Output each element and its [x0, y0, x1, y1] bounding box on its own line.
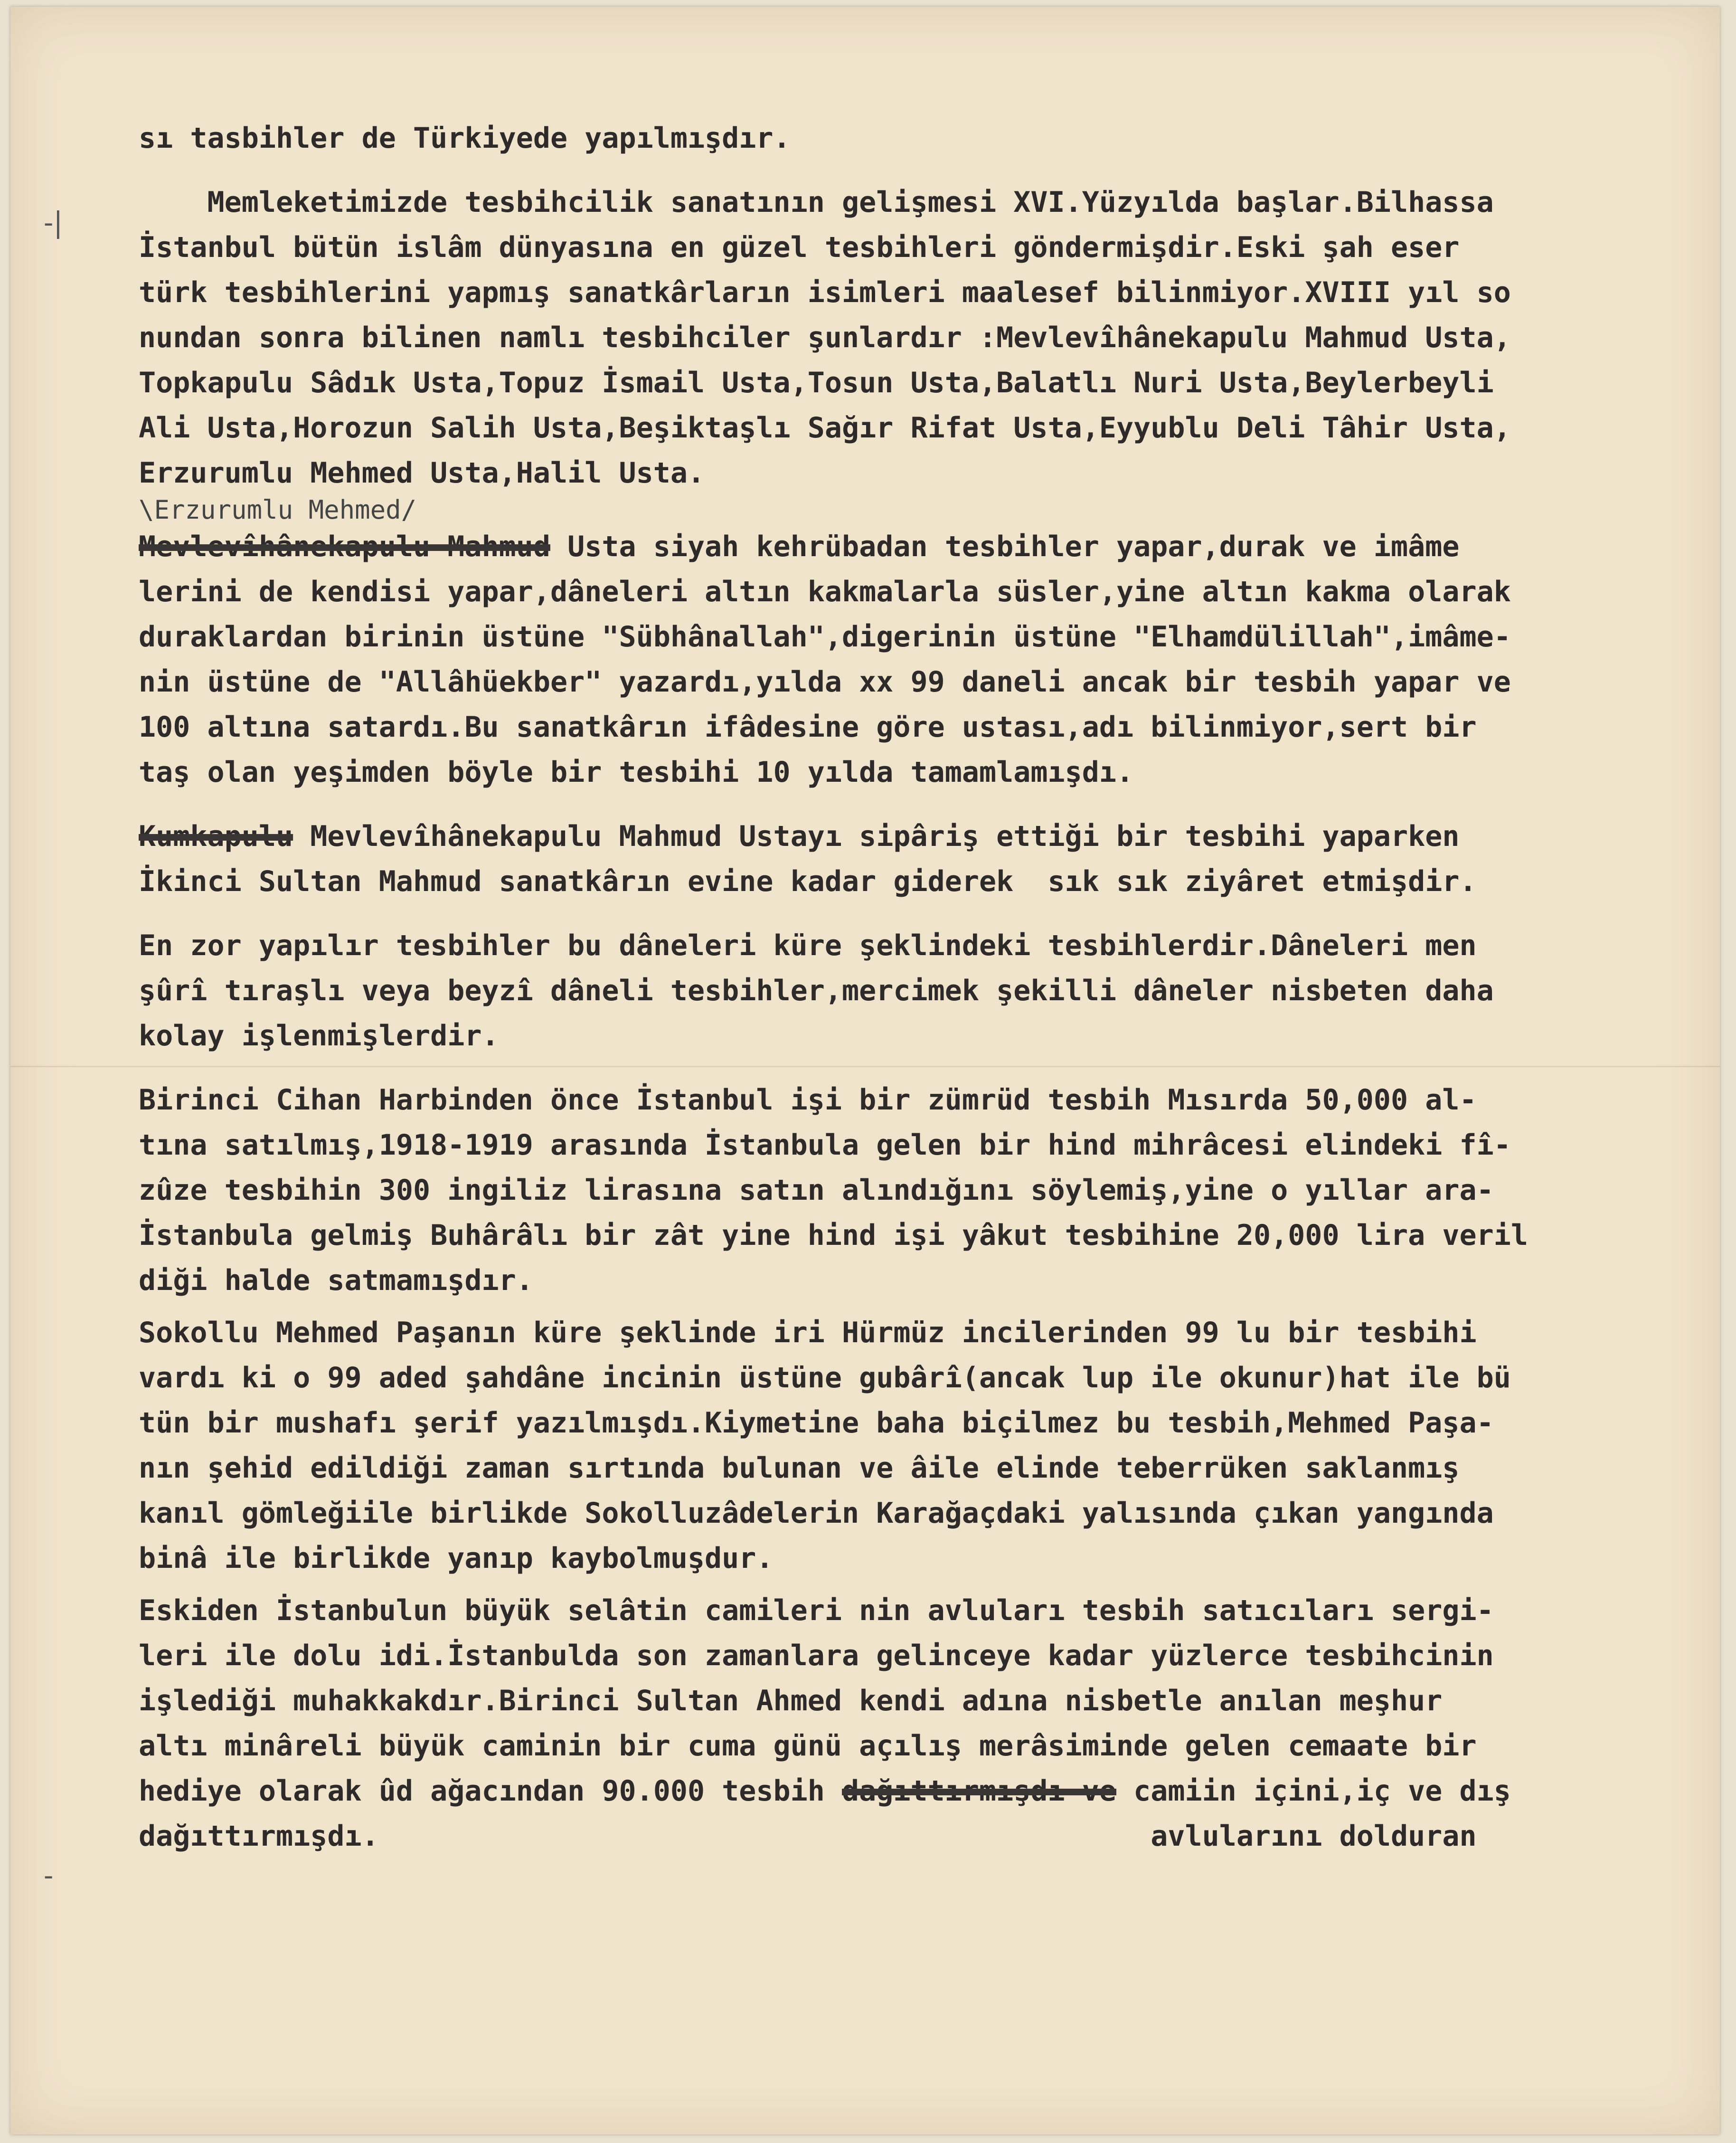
margin-tick-mark: ‑|: [44, 206, 63, 239]
text-line: [139, 859, 1696, 904]
line-text: Sokollu Mehmed Paşanın küre şeklinde iri Hürmüz incilerinden 99 lu bir tesbihi: [139, 1316, 1477, 1349]
text-line: [139, 1123, 1696, 1168]
text-line: [139, 1588, 1696, 1633]
line-text: İkinci Sultan Mahmud sanatkârın evine kadar giderek sık sık ziyâret etmişdir.: [139, 865, 1477, 898]
text-line: [139, 315, 1696, 360]
text-line: [139, 270, 1696, 315]
handwritten-annotation: \Erzurumlu Mehmed/: [139, 495, 417, 525]
text-line: [139, 569, 1696, 615]
paragraph-gap: [139, 795, 1696, 814]
line-text: Eskiden İstanbulun büyük selâtin camileri nin avluları tesbih satıcıları sergi-: [139, 1594, 1494, 1627]
line-text: altı minâreli büyük caminin bir cuma günü açılış merâsiminde gelen cemaate bir: [139, 1729, 1477, 1763]
line-text: camiin içini,iç ve dış: [1116, 1774, 1511, 1808]
line-text: İstanbula gelmiş Buhârâlı bir zât yine hind işi yâkut tesbihine 20,000 lira veril: [139, 1219, 1528, 1252]
text-line: [139, 1258, 1696, 1303]
text-line: [139, 750, 1696, 795]
line-text: hediye olarak ûd ağacından 90.000 tesbih: [139, 1774, 842, 1808]
line-text: zûze tesbihin 300 ingiliz lirasına satın alındığını söylemiş,yine o yıllar ara-: [139, 1174, 1494, 1207]
line-text: Mevlevîhânekapulu Mahmud Ustayı sipâriş ettiği bir tesbihi yaparken: [293, 820, 1460, 853]
text-line: [139, 524, 1696, 569]
line-text: işlediği muhakkakdır.Birinci Sultan Ahmed kendi adına nisbetle anılan meşhur: [139, 1684, 1443, 1717]
line-text: leri ile dolu idi.İstanbulda son zamanlara gelinceye kadar yüzlerce tesbihcinin: [139, 1639, 1494, 1672]
line-text: diği halde satmamışdır.: [139, 1264, 533, 1297]
line-text: nundan sonra bilinen namlı tesbihciler şunlardır :Mevlevîhânekapulu Mahmud Usta,: [139, 321, 1511, 354]
line-text: Erzurumlu Mehmed Usta,Halil Usta.: [139, 456, 705, 490]
struck-through-text: dağıttırmışdı ve: [842, 1774, 1117, 1808]
text-line: [139, 1078, 1696, 1123]
struck-through-text: Mevlevîhânekapulu Mahmud: [139, 530, 550, 563]
text-line: [139, 1678, 1696, 1724]
text-line: [139, 705, 1696, 750]
text-line: [139, 660, 1696, 705]
line-text: nın şehid edildiği zaman sırtında bulunan ve âile elinde teberrüken saklanmış: [139, 1451, 1460, 1485]
paper-sheet: [10, 7, 1720, 2134]
text-line: [139, 615, 1696, 660]
line-text: dağıttırmışdı. avlularını dolduran: [139, 1820, 1477, 1853]
line-text: tına satılmış,1918-1919 arasında İstanbula gelen bir hind mihrâcesi elindeki fî-: [139, 1128, 1511, 1162]
text-line: [139, 1401, 1696, 1446]
text-line: [139, 1310, 1696, 1356]
struck-through-text: Kumkapulu: [139, 820, 293, 853]
line-text: İstanbul bütün islâm dünyasına en güzel tesbihleri göndermişdir.Eski şah eser: [139, 231, 1460, 264]
line-text: 100 altına satardı.Bu sanatkârın ifâdesine göre ustası,adı bilinmiyor,sert bir: [139, 711, 1477, 744]
text-line: [139, 1168, 1696, 1213]
text-line: [139, 1724, 1696, 1769]
line-text: tün bir mushafı şerif yazılmışdı.Kiymetine baha biçilmez bu tesbih,Mehmed Paşa-: [139, 1406, 1494, 1440]
text-line: [139, 1446, 1696, 1491]
line-text: lerini de kendisi yapar,dâneleri altın kakmalarla süsler,yine altın kakma olarak: [139, 575, 1511, 608]
text-line: [139, 406, 1696, 451]
text-line: [139, 1213, 1696, 1258]
text-line: [139, 1491, 1696, 1536]
text-line: [139, 180, 1696, 225]
line-text: Birinci Cihan Harbinden önce İstanbul işi bir zümrüd tesbih Mısırda 50,000 al-: [139, 1083, 1477, 1117]
line-text: taş olan yeşimden böyle bir tesbihi 10 yılda tamamlamışdı.: [139, 756, 1134, 789]
text-line: [139, 116, 1696, 161]
text-line: [139, 923, 1696, 968]
margin-tick-mark: -: [44, 1859, 54, 1892]
paragraph-gap: [139, 1059, 1696, 1078]
text-line: [139, 1633, 1696, 1678]
text-line: [139, 451, 1696, 496]
line-text: nin üstüne de "Allâhüekber" yazardı,yılda xx 99 daneli ancak bir tesbih yapar ve: [139, 665, 1511, 699]
paragraph-gap: [139, 161, 1696, 180]
text-line: [139, 1814, 1696, 1859]
line-text: kolay işlenmişlerdir.: [139, 1019, 499, 1053]
line-text: kanıl gömleğiile birlikde Sokolluzâdelerin Karağaçdaki yalısında çıkan yangında: [139, 1497, 1494, 1530]
paragraph-gap: [139, 1303, 1696, 1310]
line-text: Memleketimizde tesbihcilik sanatının gelişmesi XVI.Yüzyılda başlar.Bilhassa: [139, 186, 1494, 219]
line-text: En zor yapılır tesbihler bu dâneleri küre şeklindeki tesbihlerdir.Dâneleri men: [139, 929, 1477, 962]
text-line: [139, 225, 1696, 270]
line-text: Topkapulu Sâdık Usta,Topuz İsmail Usta,Tosun Usta,Balatlı Nuri Usta,Beylerbeyli: [139, 366, 1494, 399]
text-line: [139, 1356, 1696, 1401]
paragraph-gap: [139, 904, 1696, 923]
line-text: binâ ile birlikde yanıp kaybolmuşdur.: [139, 1542, 774, 1575]
text-line: [139, 360, 1696, 406]
typewritten-text: [139, 116, 1696, 1859]
line-text: Usta siyah kehrübadan tesbihler yapar,durak ve imâme: [550, 530, 1460, 563]
line-text: vardı ki o 99 aded şahdâne incinin üstüne gubârî(ancak lup ile okunur)hat ile bü: [139, 1361, 1511, 1394]
line-text: duraklardan birinin üstüne "Sübhânallah",digerinin üstüne "Elhamdülillah",imâme-: [139, 620, 1511, 654]
text-line: [139, 814, 1696, 859]
line-text: sı tasbihler de Türkiyede yapılmışdır.: [139, 122, 791, 155]
line-text: türk tesbihlerini yapmış sanatkârların isimleri maalesef bilinmiyor.XVIII yıl so: [139, 276, 1511, 309]
text-line: [139, 968, 1696, 1014]
paragraph-gap: [139, 1581, 1696, 1588]
text-line: [139, 1014, 1696, 1059]
line-text: şûrî tıraşlı veya beyzî dâneli tesbihler,mercimek şekilli dâneler nisbeten daha: [139, 974, 1494, 1007]
text-line: [139, 1536, 1696, 1581]
text-line: [139, 1769, 1696, 1814]
line-text: Ali Usta,Horozun Salih Usta,Beşiktaşlı Sağır Rifat Usta,Eyyublu Deli Tâhir Usta,: [139, 411, 1511, 445]
